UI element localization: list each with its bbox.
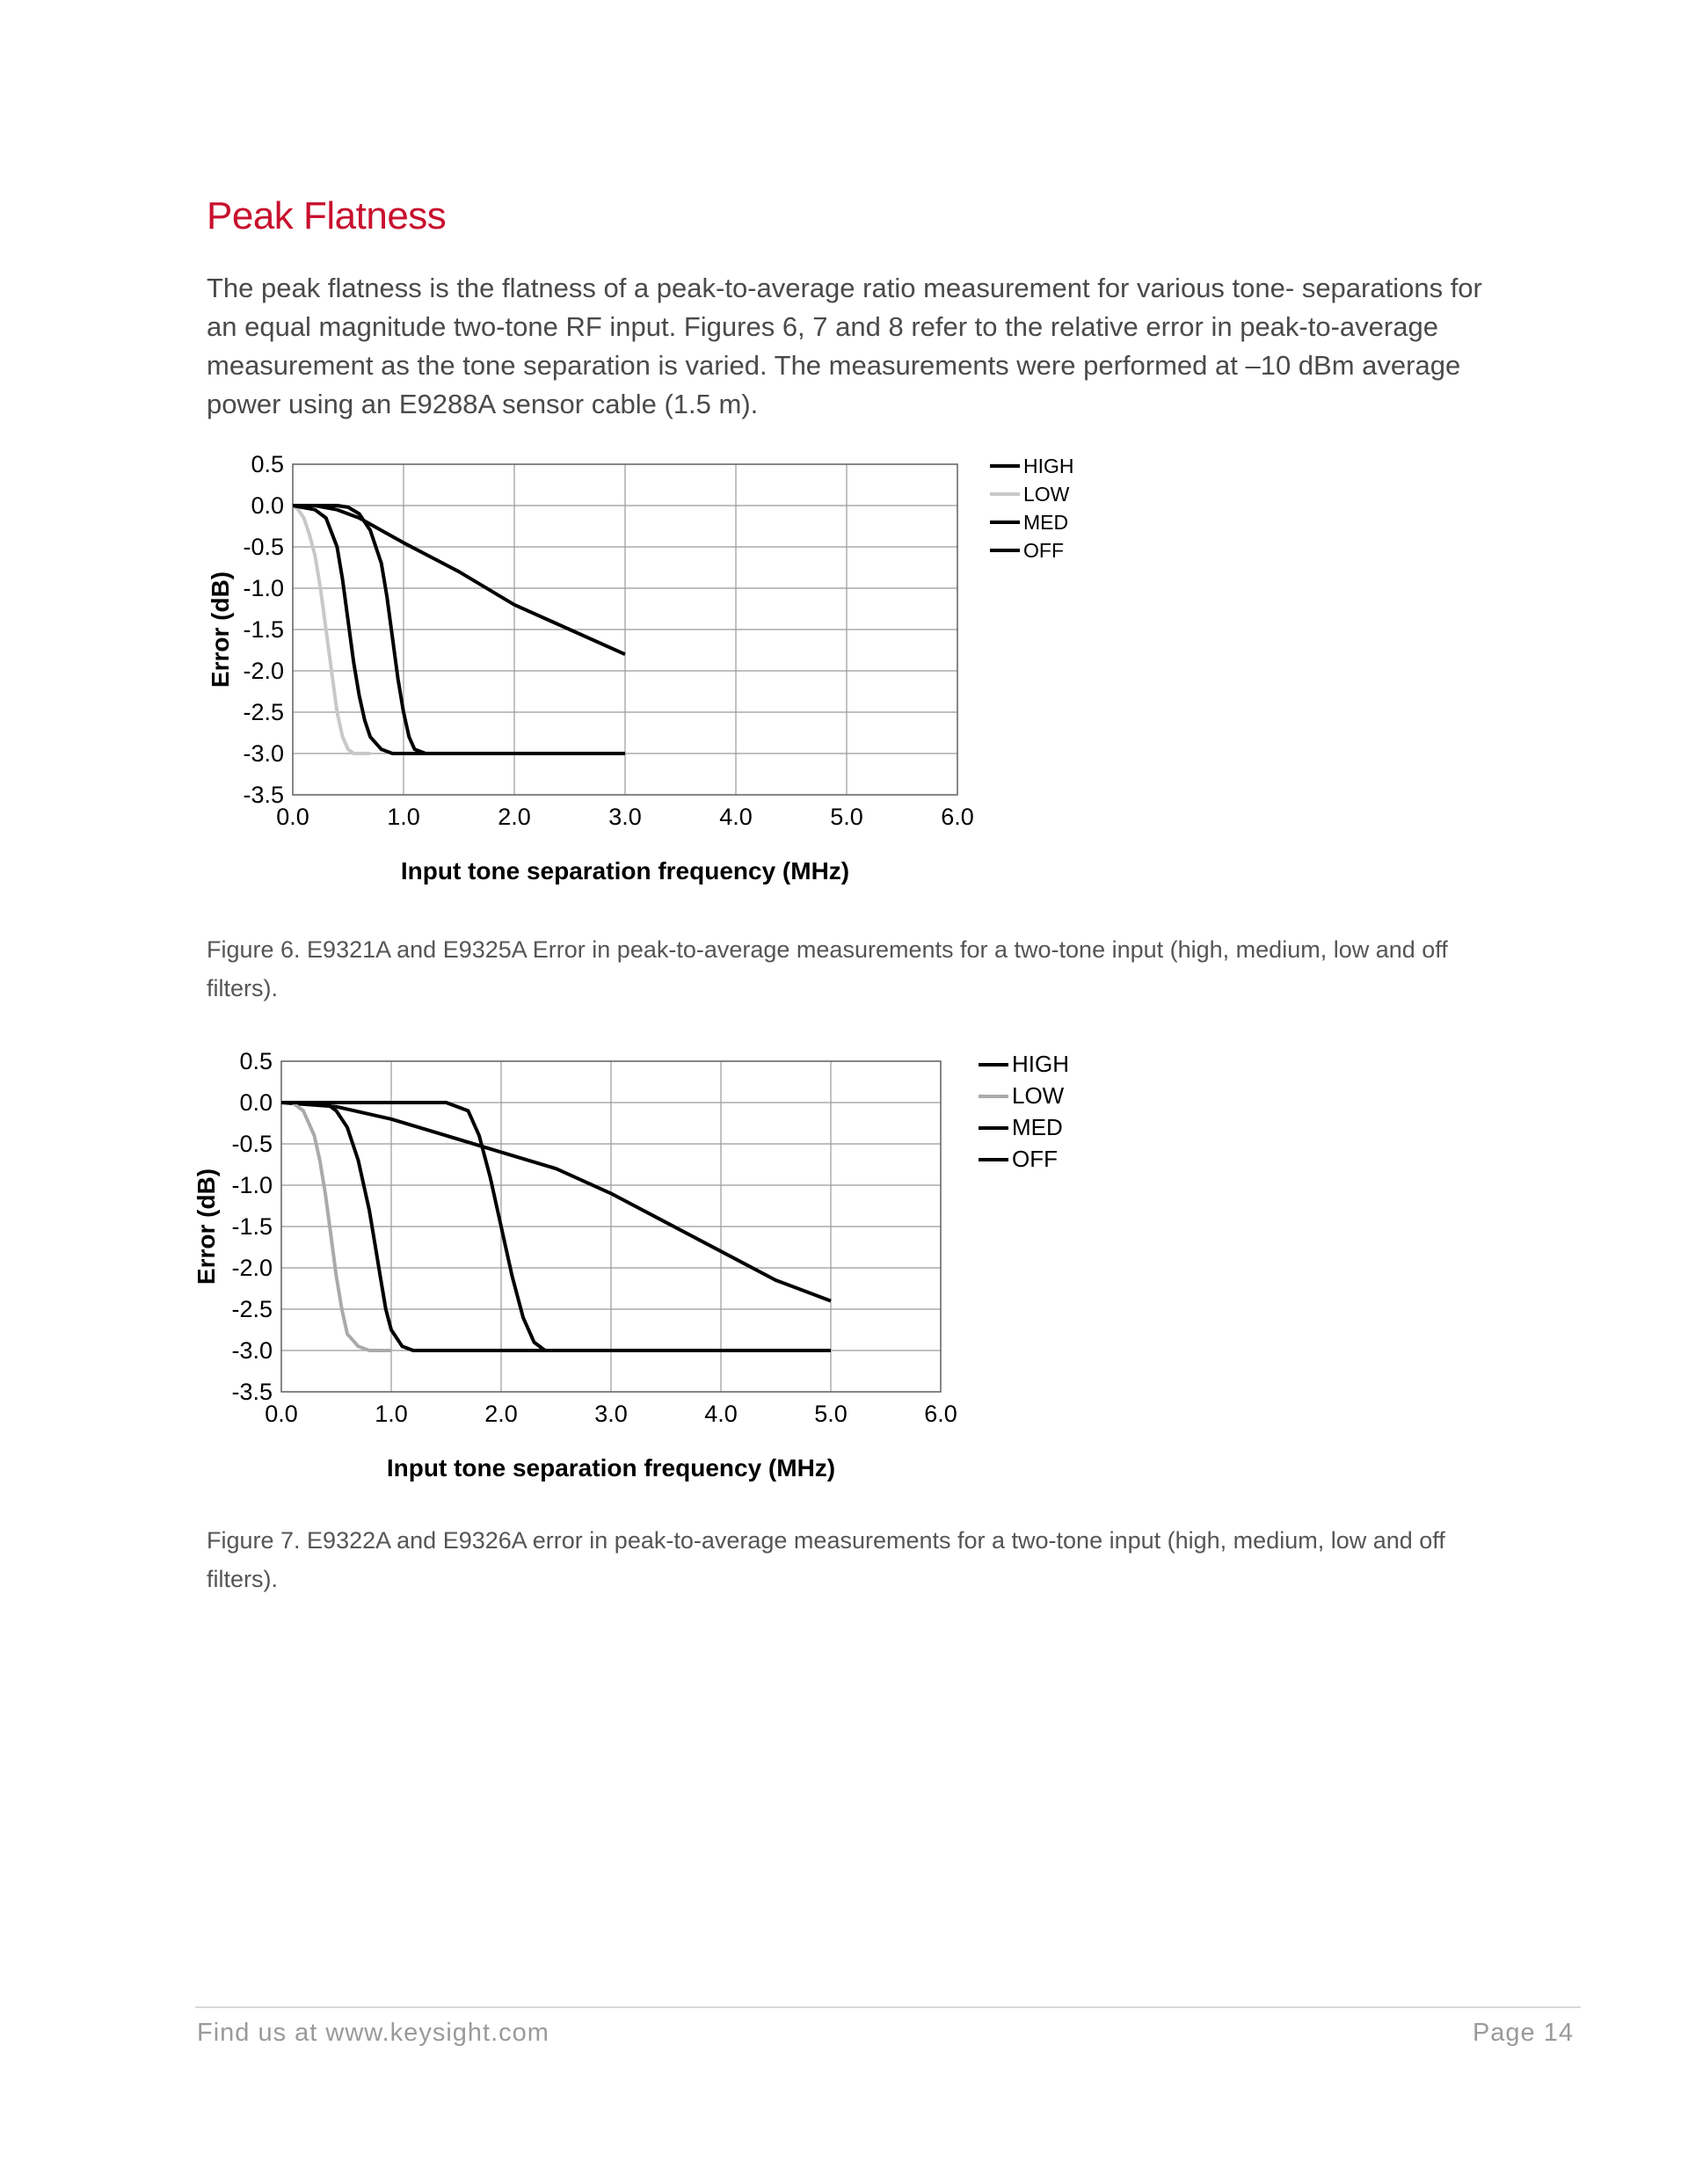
x-tick-label: 1.0 xyxy=(375,1401,408,1427)
x-tick-label: 2.0 xyxy=(484,1401,518,1427)
x-axis-label: Input tone separation frequency (MHz) xyxy=(400,857,850,885)
legend xyxy=(990,455,1074,562)
y-tick-label: -3.0 xyxy=(243,740,284,767)
section-title: Peak Flatness xyxy=(207,194,447,237)
y-tick-label: -0.5 xyxy=(243,534,284,560)
y-tick-label: 0.0 xyxy=(239,1089,273,1116)
x-tick-label: 4.0 xyxy=(719,804,753,830)
figure-7-chart xyxy=(185,1042,1143,1508)
x-tick-label: 3.0 xyxy=(608,804,642,830)
plot-area xyxy=(281,1061,941,1392)
figure-6-chart xyxy=(193,448,1143,906)
x-tick-label: 6.0 xyxy=(941,804,974,830)
footer-divider xyxy=(195,2006,1581,2008)
x-tick-label: 1.0 xyxy=(387,804,420,830)
figure-7-caption: Figure 7. E9322A and E9326A error in peak-to-average measurements for a two-tone input (high, medium, low and off filters). xyxy=(207,1527,1445,1592)
legend-label-low: LOW xyxy=(1012,1082,1065,1109)
series-line-high xyxy=(281,1103,831,1301)
legend-label-off: OFF xyxy=(1012,1146,1058,1172)
legend-label-low: LOW xyxy=(1023,483,1070,506)
y-tick-label: -0.5 xyxy=(231,1131,273,1157)
footer-page-number: Page 14 xyxy=(1472,2019,1574,2047)
legend-label-high: HIGH xyxy=(1012,1051,1069,1077)
x-axis-label: Input tone separation frequency (MHz) xyxy=(386,1454,836,1481)
y-tick-label: -3.5 xyxy=(243,782,284,808)
legend-label-med: MED xyxy=(1023,511,1069,534)
y-axis-label: Error (dB) xyxy=(207,571,234,688)
x-tick-label: 5.0 xyxy=(814,1401,848,1427)
y-tick-label: -1.0 xyxy=(231,1172,273,1198)
intro-paragraph: The peak flatness is the flatness of a peak-to-average ratio measurement for various tone- separations for an equal magnitude two-tone RF input. Figures 6, 7 and 8 refer to the relative error in peak-to-average measurement as the tone separation is varied. The measurements were performed at –10 dBm average power using an E9288A sensor cable (1.5 m). xyxy=(207,273,1482,419)
figure-6-caption: Figure 6. E9321A and E9325A Error in peak-to-average measurements for a two-tone input (high, medium, low and off filters). xyxy=(207,936,1448,1001)
y-axis-label: Error (dB) xyxy=(193,1168,220,1285)
x-tick-label: 0.0 xyxy=(265,1401,298,1427)
x-tick-label: 2.0 xyxy=(498,804,531,830)
y-tick-label: 0.5 xyxy=(239,1048,273,1074)
x-tick-label: 3.0 xyxy=(594,1401,628,1427)
legend-label-high: HIGH xyxy=(1023,455,1074,477)
y-tick-label: -2.5 xyxy=(243,699,284,725)
y-tick-label: 0.5 xyxy=(251,451,284,477)
y-tick-label: -3.5 xyxy=(231,1379,273,1405)
footer-website-link[interactable]: Find us at www.keysight.com xyxy=(197,2019,549,2047)
y-tick-label: -1.0 xyxy=(243,575,284,601)
x-tick-label: 5.0 xyxy=(830,804,863,830)
x-tick-label: 0.0 xyxy=(276,804,309,830)
y-tick-label: -2.0 xyxy=(231,1255,273,1281)
y-tick-label: -2.0 xyxy=(243,658,284,684)
x-tick-label: 4.0 xyxy=(704,1401,738,1427)
legend-label-off: OFF xyxy=(1023,539,1064,562)
y-tick-label: -1.5 xyxy=(243,616,284,643)
y-tick-label: -1.5 xyxy=(231,1213,273,1240)
x-tick-label: 6.0 xyxy=(924,1401,957,1427)
y-tick-label: -3.0 xyxy=(231,1337,273,1364)
legend-label-med: MED xyxy=(1012,1114,1063,1140)
y-tick-label: -2.5 xyxy=(231,1296,273,1322)
y-tick-label: 0.0 xyxy=(251,492,284,519)
legend xyxy=(979,1051,1069,1172)
